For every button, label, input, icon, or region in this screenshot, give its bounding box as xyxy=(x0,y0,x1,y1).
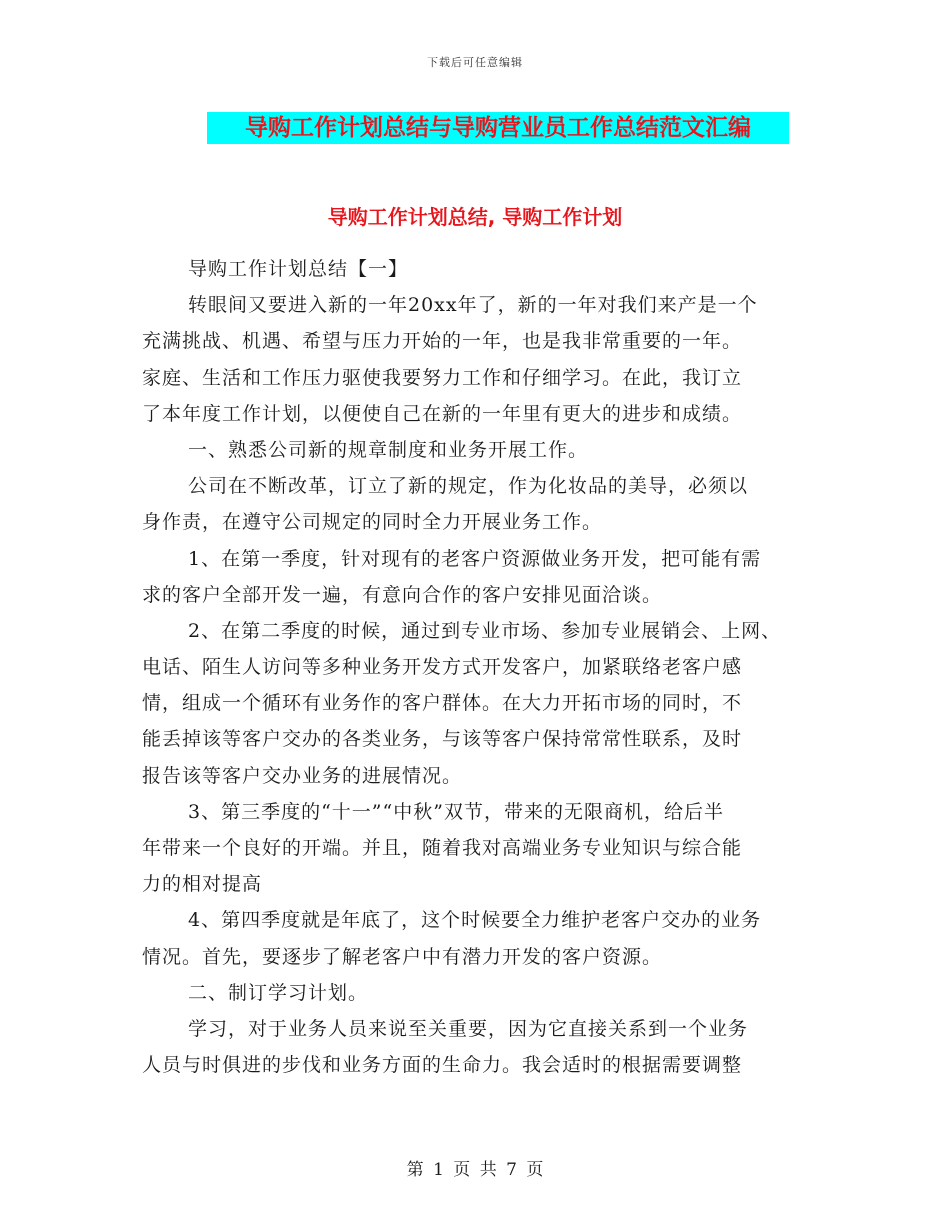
document-title: 导购工作计划总结与导购营业员工作总结范文汇编 xyxy=(207,112,789,144)
paragraph-line: 公司在不断改革，订立了新的规定，作为化妆品的美导，必须以 xyxy=(188,475,749,498)
paragraph-line: 家庭、生活和工作压力驱使我要努力工作和仔细学习。在此，我订立 xyxy=(142,366,743,389)
paragraph-line: 了本年度工作计划，以便使自己在新的一年里有更大的进步和成绩。 xyxy=(142,402,743,425)
paragraph-line: 情况。首先，要逐步了解老客户中有潜力开发的客户资源。 xyxy=(142,945,663,968)
section-heading: 一、熟悉公司新的规章制度和业务开展工作。 xyxy=(188,438,589,461)
paragraph-line: 1、在第一季度，针对现有的老客户资源做业务开发，把可能有需 xyxy=(188,547,762,570)
paragraph-line: 年带来一个良好的开端。并且，随着我对高端业务专业知识与综合能 xyxy=(142,837,743,859)
paragraph-line: 学习，对于业务人员来说至关重要，因为它直接关系到一个业务 xyxy=(188,1017,749,1040)
paragraph-line: 3、第三季度的“十一”“中秋”双节，带来的无限商机，给后半 xyxy=(188,800,724,823)
body-text xyxy=(142,251,812,1083)
page-footer: 第 1 页 共 7 页 xyxy=(406,1160,544,1180)
paragraph-line: 求的客户全部开发一遍，有意向合作的客户安排见面洽谈。 xyxy=(142,583,663,606)
paragraph-line: 人员与时俱进的步伐和业务方面的生命力。我会适时的根据需要调整 xyxy=(142,1054,743,1077)
paragraph-line: 电话、陌生人访问等多种业务开发方式开发客户，加紧联络老客户感 xyxy=(142,656,743,679)
document-subtitle: 导购工作计划总结, 导购工作计划 xyxy=(327,205,623,229)
paragraph-line: 情，组成一个循环有业务作的客户群体。在大力开拓市场的同时，不 xyxy=(142,692,743,715)
paragraph-line: 能丢掉该等客户交办的各类业务，与该等客户保持常常性联系，及时 xyxy=(142,728,743,751)
header-note: 下载后可任意编辑 xyxy=(427,56,523,69)
section-heading: 二、制订学习计划。 xyxy=(188,981,369,1004)
paragraph-line: 转眼间又要进入新的一年20xx年了，新的一年对我们来产是一个 xyxy=(188,294,758,317)
paragraph-line: 2、在第二季度的时候，通过到专业市场、参加专业展销会、上网、 xyxy=(188,619,782,642)
paragraph-line: 充满挑战、机遇、希望与压力开始的一年，也是我非常重要的一年。 xyxy=(142,330,743,353)
paragraph-line: 报告该等客户交办业务的进展情况。 xyxy=(142,764,463,787)
paragraph-line: 力的相对提高 xyxy=(142,873,263,896)
paragraph-line: 4、第四季度就是年底了，这个时候要全力维护老客户交办的业务 xyxy=(188,909,762,932)
paragraph-line: 身作责，在遵守公司规定的同时全力开展业务工作。 xyxy=(142,511,603,534)
paragraph-line: 导购工作计划总结【一】 xyxy=(188,258,409,280)
